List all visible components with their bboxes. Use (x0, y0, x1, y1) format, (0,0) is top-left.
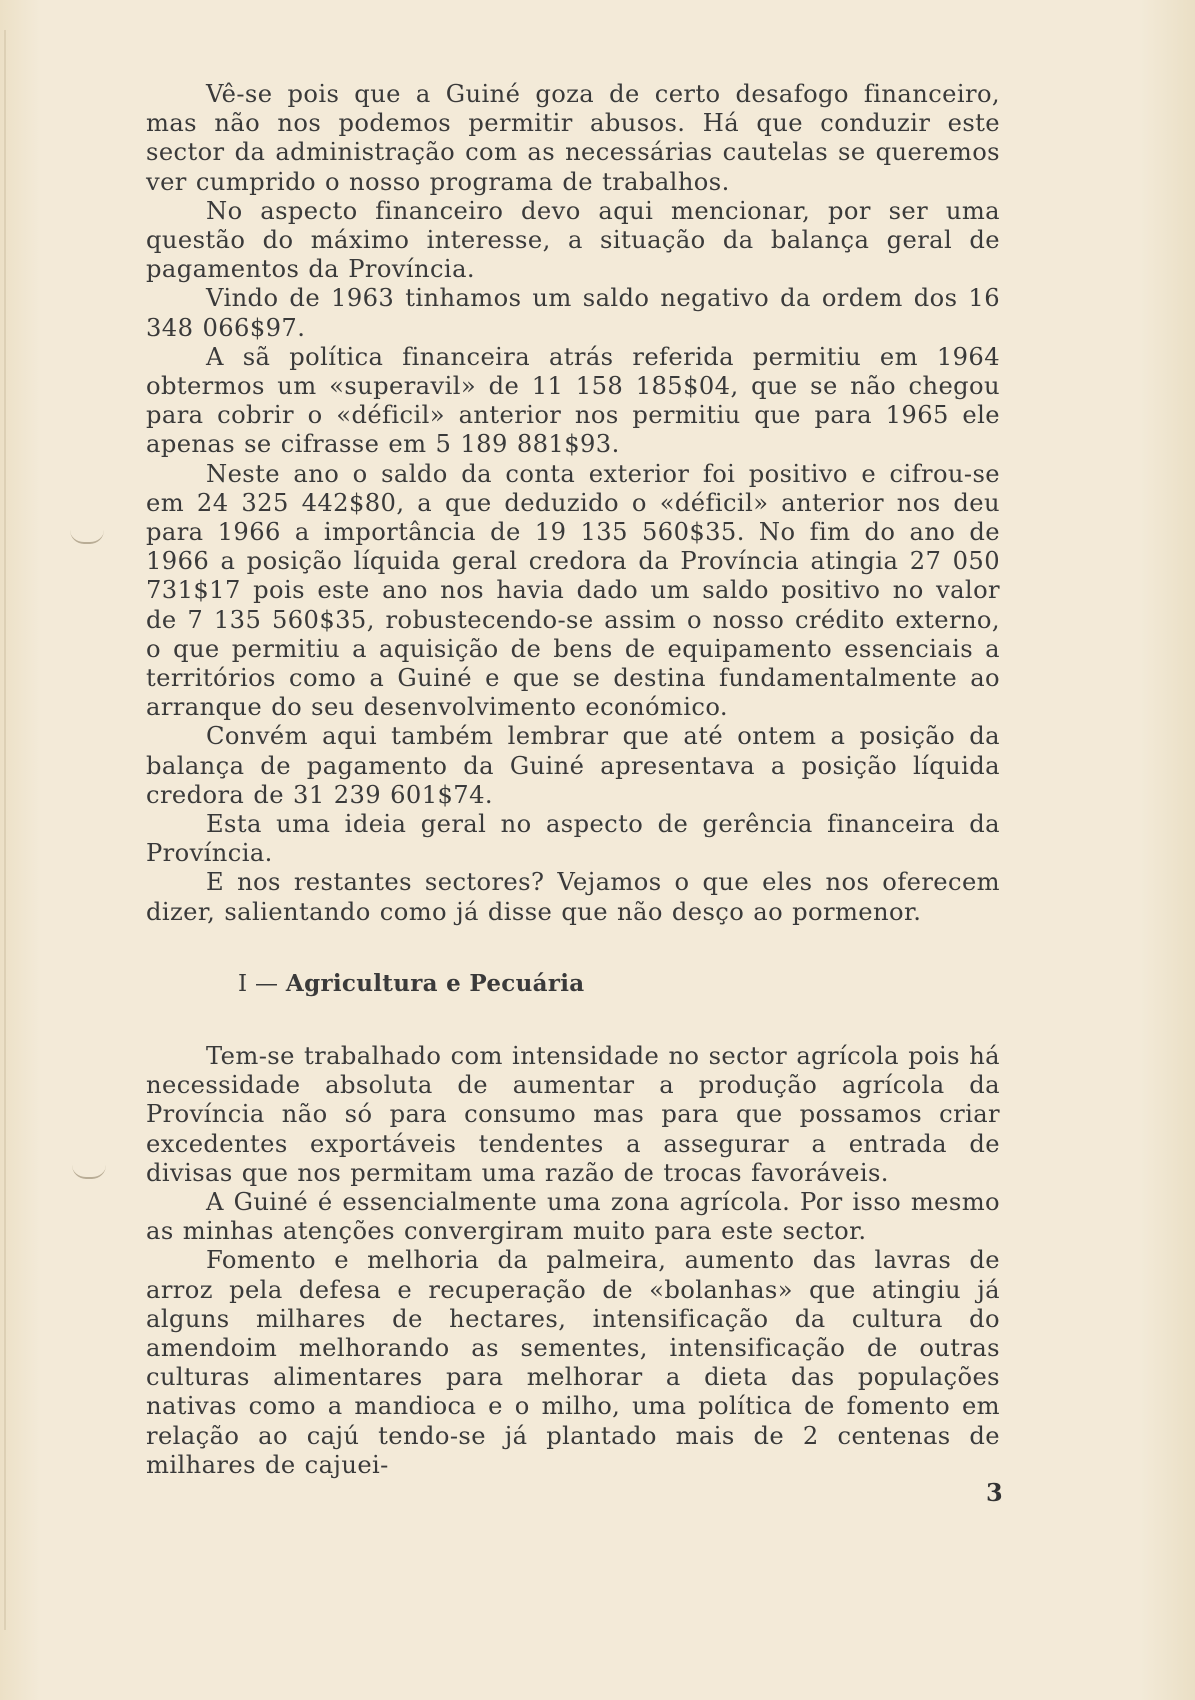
body-text (146, 80, 1000, 1480)
paragraph: Tem-se trabalhado com intensidade no sector agrícola pois há necessidade absoluta de aumentar a produção agrícola da Província não só para consumo mas para que possamos criar excedentes exportáveis tendentes a assegurar a entrada de divisas que nos permitam uma razão de trocas favoráveis. (146, 1041, 1000, 1187)
paragraph: Fomento e melhoria da palmeira, aumento das lavras de arroz pela defesa e recuperação de «bolanhas» que atingiu já alguns milhares de hectares, intensificação da cultura do amendoim melhorando as sementes, intensificação de outras culturas alimentares para melhorar a dieta das populações nativas como a mandioca e o milho, uma política de fomento em relação ao cajú tendo-se já plantado mais de 2 centenas de milhares de cajuei- (146, 1246, 1000, 1479)
paragraph: Vindo de 1963 tinhamos um saldo negativo da ordem dos 16 348 066$97. (146, 284, 1000, 342)
paragraph: Vê-se pois que a Guiné goza de certo desafogo financeiro, mas não nos podemos permitir abusos. Há que conduzir este sector da administração com as necessárias cautelas se queremos ver cumprido o nosso programa de trabalhos. (146, 80, 1000, 196)
section-heading (146, 969, 1000, 999)
paragraph: A sã política financeira atrás referida permitiu em 1964 obtermos um «superavil» de 11 158 185$04, que se não chegou para cobrir o «déficil» anterior nos permitiu que para 1965 ele apenas se cifrasse em 5 189 881$93. (146, 342, 1000, 459)
section-number: I — (238, 970, 279, 997)
page-edge (4, 30, 6, 1630)
paragraph: E nos restantes sectores? Vejamos o que eles nos oferecem dizer, salientando como já disse que não desço ao pormenor. (146, 868, 1000, 926)
binding-hole-mark (70, 530, 104, 544)
paragraph: Convém aqui também lembrar que até ontem a posição da balança de pagamento da Guiné apresentava a posição líquida credora de 31 239 601$74. (146, 722, 1000, 809)
paragraph: Esta uma ideia geral no aspecto de gerência financeira da Província. (146, 810, 1000, 868)
section-title: Agricultura e Pecuária (285, 969, 585, 997)
binding-hole-mark (72, 1165, 106, 1179)
page-number: 3 (986, 1478, 1003, 1507)
paragraph: No aspecto financeiro devo aqui mencionar, por ser uma questão do máximo interesse, a situação da balança geral de pagamentos da Província. (146, 196, 1000, 284)
paragraph: A Guiné é essencialmente uma zona agrícola. Por isso mesmo as minhas atenções convergiram muito para este sector. (146, 1187, 1000, 1246)
paragraph: Neste ano o saldo da conta exterior foi positivo e cifrou-se em 24 325 442$80, a que deduzido o «déficil» anterior nos deu para 1966 a importância de 19 135 560$35. No fim do ano de 1966 a posição líquida geral credora da Província atingia 27 050 731$17 pois este ano nos havia dado um saldo positivo no valor de 7 135 560$35, robustecendo-se assim o nosso crédito externo, o que permitiu a aquisição de bens de equipamento essenciais a territórios como a Guiné e que se destina fundamentalmente ao arranque do seu desenvolvimento económico. (146, 459, 1000, 722)
